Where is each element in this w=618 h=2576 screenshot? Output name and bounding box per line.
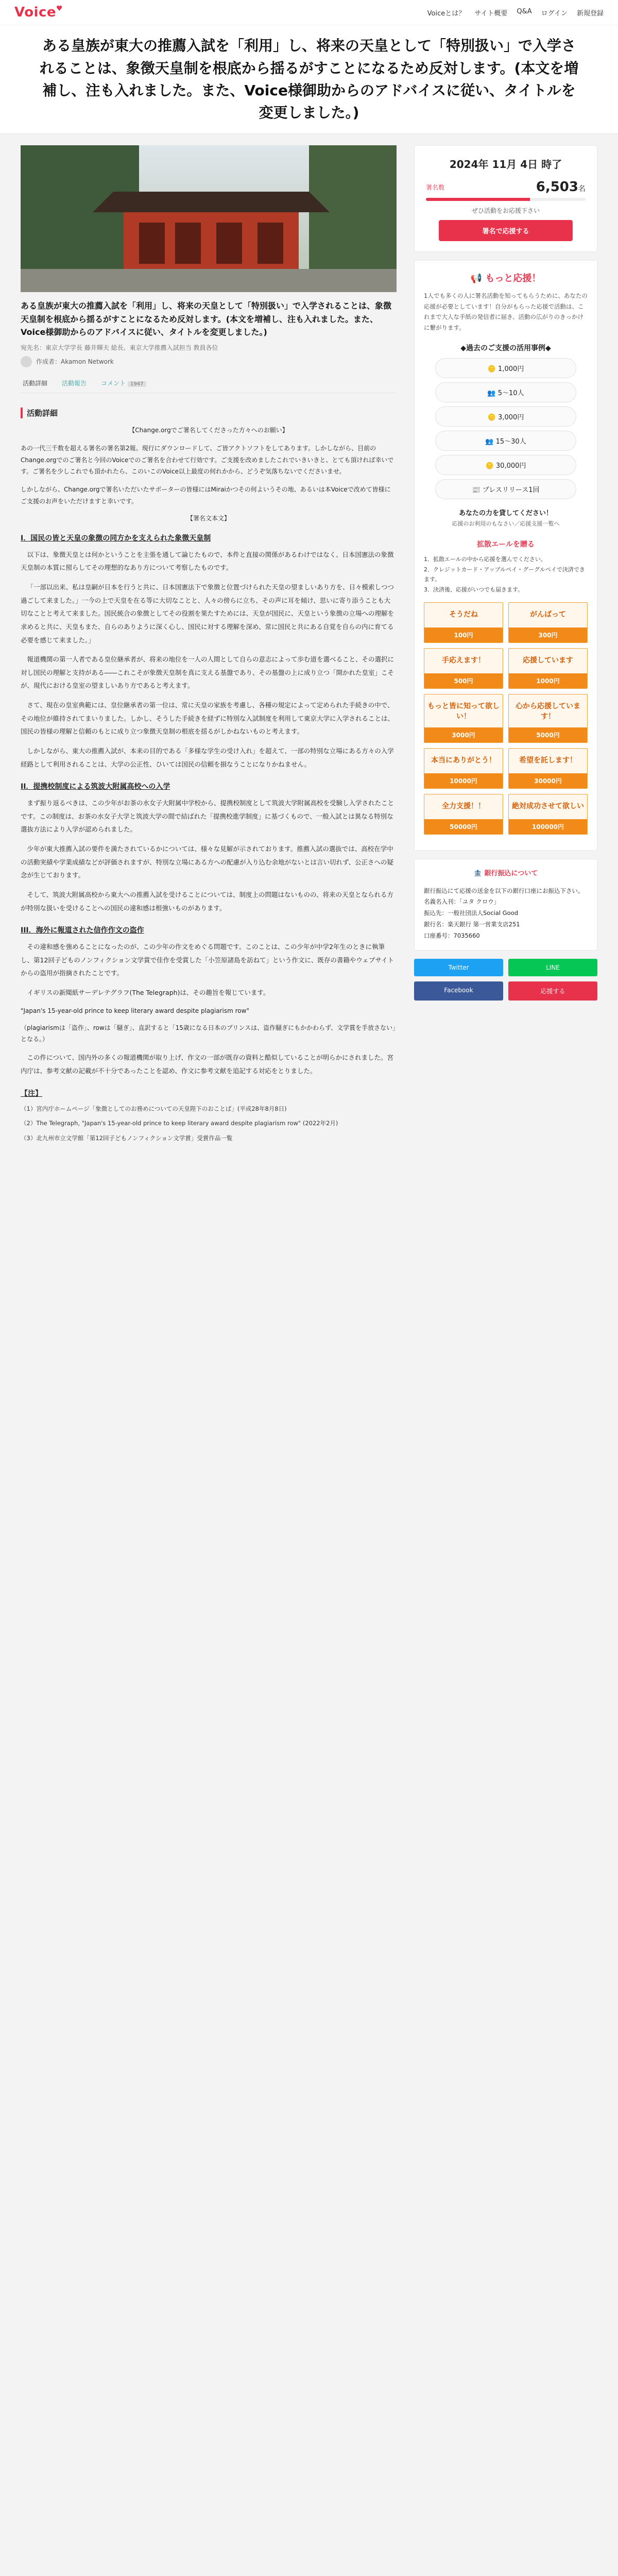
sidebar (414, 145, 597, 1157)
coin-icon: 🪙 (487, 365, 499, 373)
nav-signup[interactable]: 新規登録 (576, 9, 604, 18)
avatar (21, 356, 32, 367)
help-heading: あなたの力を貸してください！ (458, 509, 553, 517)
paragraph: その違和感を強めることになったのが、この少年の作文をめぐる問題です。このことは、この少年が中学2年生のときに執筆し、第12回子どものノンフィクション文学賞で佳作を受賞した「小笠原諸島を訪ねて」という作文に、既存の書籍やウェブサイトからの盗用が指摘されたことです。 (21, 943, 394, 977)
top-nav (427, 8, 604, 18)
main-column (21, 145, 397, 1157)
site-logo[interactable]: Voice♥ (14, 5, 63, 20)
support-lead: 1人でも多くの人に署名活動を知ってもらうために、あなたの応援が必要としています！自分がもらった応援で活動は、これまで大人な手紙の発信者に届き、活動の広がりのきっかけに繋がります。 (424, 292, 588, 332)
plan-item[interactable]: 👥 5～10人 (435, 382, 576, 402)
tab-reports[interactable]: 活動報告 (62, 379, 87, 387)
support-share-button[interactable]: 応援する (508, 981, 597, 1001)
cheer-heading: 拡散エールを贈る (477, 540, 535, 549)
section-2-heading: II．提携校制度による筑波大附属高校への入学 (21, 783, 170, 791)
hero-photo (21, 145, 397, 292)
plan-item[interactable]: 📰 プレスリリース1回 (435, 479, 576, 499)
press-icon: 📰 (472, 486, 483, 494)
cheer-tile[interactable]: 本当にありがとう！ 10000円 (424, 748, 503, 789)
comment-count-badge: 1947 (128, 381, 146, 387)
cheer-step: 2．クレジットカード・アップルペイ・グーグルペイで決済できます。 (424, 566, 585, 583)
line-share-button[interactable]: LINE (508, 959, 597, 976)
cheer-tile[interactable]: がんばって 300円 (508, 602, 588, 643)
article-title: ある皇族が東大の推薦入試を「利用」し、将来の天皇として「特別扱い」で入学されることは、象徴天皇制を根底から揺るがすことになるため反対します。(本文を増補し、注も入れました。また、Voice様御助からのアドバイスに従い、タイトルを変更しました。) (21, 301, 392, 337)
cheer-tile[interactable]: 心から応援しています！ 5000円 (508, 694, 588, 743)
cheer-step: 1．拡散エールの中から応援を選んでください。 (424, 555, 546, 563)
signature-card (414, 145, 597, 252)
paragraph: そして、筑波大附属高校から東大への推薦入試を受けることについては、制度上の問題はないものの、将来の天皇となられる方が特別な扱いを受けることへの国民の違和感は根強いものがあります。 (21, 890, 394, 912)
facebook-share-button[interactable]: Facebook (414, 981, 503, 1001)
signature-count: 6,503 (536, 179, 578, 195)
cheer-tile[interactable]: 手応えます！ 500円 (424, 648, 503, 689)
section-heading: 活動詳細 (21, 408, 397, 418)
notice-heading: 【Change.orgでご署名してくださった方々へのお願い】 (129, 426, 288, 434)
bank-transfer-box (414, 859, 597, 951)
intro-text: あの一代三千数を超える署名の署名第2報。現行にダウンロードして、ご皆アクトソフトをしてあります。しかしながら、目前のChange.orgでのご署名と今回のVoiceでのご署名を合わせて行効です。ご支援を改めましたこれでいきいきと、とても頂ければ幸いです。ご署名を少しこれでも頂かれたら、このいこのVoice以上最度の何れかから、どうぞ気落ちないでくださいませ。 (21, 444, 394, 476)
temple-illustration (21, 145, 397, 292)
paragraph: 「一部以出来、私は皇嗣が日本を行うと共に、日本国憲法下で象徴と位置づけられた天皇の望ましいあり方を、日々模索しつつ過ごして来ました。」一今の上で天皇を在る等に大切なことと、人々の傍らに立ち、その声に耳を傾け、思いに寄り添うことも大切なことと考えて来ました。国民統合の象徴としてその役割を果たすためには、天皇が国民に、天皇という象徴の立場への理解を求めると共に、天皇もまた、自らのありように深く心し、国民に対する理解を深め、常に国民と共にある自覚を自らの内に育てる必要を感じて来ました。」 (21, 583, 394, 644)
section-3-heading: III．海外に報道された信作作文の盗作 (21, 926, 144, 935)
cheer-tile[interactable]: 全力支援！！ 50000円 (424, 794, 503, 835)
petition-text-label: 【署名文本文】 (186, 514, 230, 522)
nav-login[interactable]: ログイン (541, 9, 568, 18)
reference-item: （1）宮内庁ホームページ「象徴としてのお務めについての天皇陛下のおことば」(平成28年8月8日) (21, 1105, 287, 1112)
paragraph: 以下は、象徴天皇とは何かということを主張を通して論じたもので、本件と直接の関係があるわけではなく、日本国憲法の象徴天皇制の本質に照らしてその理想的なあり方について考察したものです。 (21, 550, 394, 572)
twitter-share-button[interactable]: Twitter (414, 959, 503, 976)
people-icon: 👥 (485, 437, 496, 446)
cheer-tile[interactable]: そうだね 100円 (424, 602, 503, 643)
article-body (21, 393, 397, 1157)
intro-text-2: しかしながら、Change.orgで署名いただいたサポーターの皆様にはMiraiかつその何よいうその地、あるいは本Voiceで改めて皆様にご支援のお声をいただけますと幸いです。 (21, 486, 391, 505)
signature-count-row (426, 179, 586, 195)
support-box (414, 260, 597, 851)
cheer-tile[interactable]: 絶対成功させて欲しい 100000円 (508, 794, 588, 835)
paragraph: 報道機関の第一人者である皇位継承者が、将来の地位を一人の人間として自らの意志によって歩む道を選べること、その選択に対し国民の理解と支持がある――これこそが象徴天皇制を真に支える基盤であり、その基盤の上に成り立つ「開かれた皇室」こそが、現代における皇室の望ましいあり方であると考えます。 (21, 655, 394, 690)
top-bar (0, 0, 618, 25)
hero (0, 25, 618, 134)
cheer-tile[interactable]: 希望を託します！ 30000円 (508, 748, 588, 789)
end-date: 2024年 11月 4日 時了 (449, 158, 562, 171)
tab-comments[interactable]: コメント 1947 (101, 379, 146, 387)
paragraph: さて、現在の皇室典範には、皇位継承者の第一位は、常に天皇の家族を考慮し、各種の規定によって定められた手続きの中で、その地位が維持されてまいりました。しかし、そうした手続きを経ずに特別な入試制度を利用して東京大学に入学されることは、国民の皆様の理解と信頼のもとに成り立つ象徴天皇制の根底を揺るがしかねないものと考えます。 (21, 701, 394, 736)
section-1-heading: I．国民の皆と天皇の象徴の同方かを支えられた象徴天皇制 (21, 534, 211, 543)
cheer-grid (424, 602, 588, 835)
paragraph: この件について、国内外の多くの報道機関が取り上げ、作文の一部が既存の資料と酷似していることが明らかにされました。宮内庁は、参考文献の記載が不十分であったことを認め、作文に参考文献を追記する対応をとりました。 (21, 1054, 394, 1075)
plan-item[interactable]: 🪙 3,000円 (435, 406, 576, 427)
bank-line: 銀行振込にて応援の送金を以下の銀行口座にお振込下さい。 (424, 887, 584, 894)
plan-heading: ◆過去のご支援の活用事例◆ (460, 344, 551, 352)
cheer-step: 3．決済後、応援がいつでも届きます。 (424, 586, 524, 594)
coin-icon: 🪙 (487, 413, 499, 421)
author-name[interactable]: 作成者：Akamon Network (36, 358, 114, 366)
paragraph: まず振り返るべきは、この少年がお茶の水女子大附属中学校から、提携校制度として筑波大学附属高校を受験し入学されたことです。この制度は、お茶の水女子大学と筑波大学の間で結ばれた「提携校進学制度」に基づくもので、一般入試とは異なる特別な選抜方法により入学が認められました。 (21, 799, 394, 834)
signature-progress (426, 198, 586, 201)
cheer-text: ぜひ活動をお応援下さい (471, 207, 540, 214)
cheer-tile[interactable]: 応援しています 1000円 (508, 648, 588, 689)
references (21, 1088, 397, 1144)
tab-details[interactable]: 活動詳細 (23, 379, 48, 387)
megaphone-icon: 📢 (470, 273, 486, 284)
nav-faq[interactable]: Q&A (517, 7, 532, 15)
plan-item[interactable]: 🪙 30,000円 (435, 455, 576, 475)
page-title: ある皇族が東大の推薦入試を「利用」し、将来の天皇として「特別扱い」で入学されることは、象徴天皇制を根底から揺るがすことになるため反対します。(本文を増補し、注も入れました。また、Voice様御助からのアドバイスに従い、タイトルを変更しました。) (39, 37, 579, 122)
share-buttons (414, 959, 597, 1001)
section-1 (21, 533, 397, 771)
section-2 (21, 781, 397, 914)
signature-label: 署名数 (426, 183, 445, 191)
reference-item: （2）The Telegraph, "Japan's 15-year-old prince to keep literary award despite plagiarism row" (2022年2月) (21, 1120, 338, 1127)
bank-line: 振込先：一般社団法人Social Good (424, 909, 519, 917)
plan-item[interactable]: 🪙 1,000円 (435, 358, 576, 378)
plan-item[interactable]: 👥 15～30人 (435, 431, 576, 451)
help-sub[interactable]: 応援のお利用のもなさい／応援支援一覧へ (452, 520, 560, 527)
reference-item: （3）北九州市立文学館「第12回子どもノンフィクション文学賞」受賞作品一覧 (21, 1134, 233, 1142)
sign-button[interactable]: 署名で応援する (439, 220, 573, 241)
signature-unit: 名 (578, 185, 586, 193)
bank-line: 名義名入刊：「ユタ クロウ」 (424, 898, 500, 906)
author-line (21, 356, 397, 367)
quote-translation: （plagiarismは「盗作」、rowは「騒ぎ」、直訳すると「15歳になる日本のプリンスは、盗作騒ぎにもかかわらず、文学賞を手放さない」となる。） (21, 1024, 396, 1043)
paragraph: 少年が東大推薦入試の要件を満たされているかについては、様々な見解が示されております。推薦入試の選抜では、高校在学中の活動実績や学業成績などが評価されますが、特別な立場にある方への配慮が入り込む余地がないとは言い切れず、公正さへの疑念が生じております。 (21, 845, 394, 879)
nav-about[interactable]: Voiceとは？ (427, 9, 466, 18)
content-wrap (0, 134, 618, 1157)
section-3 (21, 925, 397, 1078)
references-heading: 【注】 (21, 1089, 42, 1098)
progress-fill (426, 198, 530, 201)
paragraph: しかしながら、東大の推薦入試が、本来の目的である「多様な学生の受け入れ」を超えて、一部の特別な立場にある方々の入学経路として利用されることは、大学の公正性、ひいては国民の信頼を損なうことになりかねません。 (21, 747, 394, 768)
coin-icon: 🪙 (485, 462, 496, 470)
paragraph: イギリスの新聞紙サーデレテグラフ(The Telegraph)は、その趣旨を報じています。 (27, 989, 270, 997)
heart-icon: ♥ (56, 5, 63, 13)
article-tabs (21, 375, 397, 393)
nav-overview[interactable]: サイト概要 (474, 9, 508, 18)
bank-title: 🏦 銀行振込について (473, 869, 538, 877)
support-title: 📢 もっと応援！ (470, 273, 541, 284)
people-icon: 👥 (487, 389, 498, 397)
bank-line: 口座番号：7035660 (424, 932, 480, 939)
cheer-tile[interactable]: もっと皆に知って欲しい！ 3000円 (424, 694, 503, 743)
recipient: 宛先名：東京大学学長 藤井輝夫 総長、東京大学推薦入試担当 教員各位 (21, 344, 218, 351)
bank-icon: 🏦 (473, 869, 485, 877)
bank-line: 銀行名：楽天銀行 第一営業支店251 (424, 921, 520, 928)
quote-en: "Japan's 15-year-old prince to keep literary award despite plagiarism row" (21, 1007, 249, 1014)
